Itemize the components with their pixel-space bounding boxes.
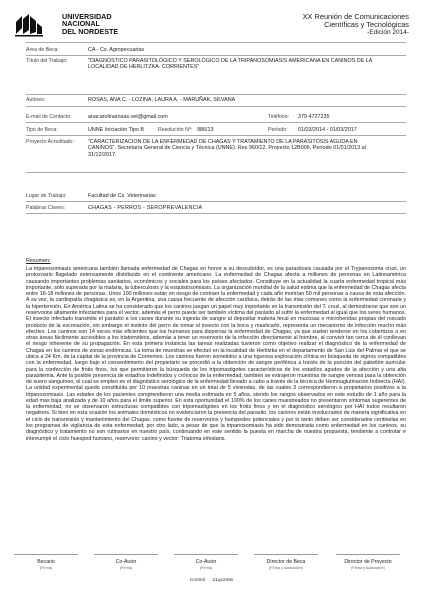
resumen-label: Resumen: [26,258,51,264]
palabras-value: CHAGAS - PERROS - SEROPREVALENCIA [88,205,203,211]
divider [26,55,406,56]
divider [26,172,406,173]
signature-line [254,554,318,555]
control-label: Control [189,578,206,583]
university-name: UNIVERSIDAD NACIONAL DEL NORDESTE [62,12,119,36]
email-label: E-mail de Contacto: [26,114,72,120]
signature-director-proyecto: Director de Proyecto (Firma y Aclaración) [336,554,400,570]
signature-line [336,554,400,555]
titulo-label: Título del Trabajo: [26,58,68,64]
email-value: anacarolinarosas.vet@gmail.com [88,114,168,120]
event-title: XX Reunión de Comunicaciones Científicas y Tecnológicas -Edición 2014- [302,12,409,37]
page-header [0,0,423,40]
lugar-value: Facultad de Cs. Veterinarias [88,193,156,199]
area-label: Area de Beca: [26,47,59,53]
header-divider [26,42,406,43]
telefono-label: Teléfono: [268,114,290,120]
divider [26,122,406,123]
divider [26,135,406,136]
signature-co-autor-1: Co-Autor (Firma) [94,554,158,570]
autores-label: Autores: [26,97,46,103]
telefono-value: 379 4727235 [298,114,330,120]
signature-line [14,554,78,555]
resolucion-value: 986/13 [197,127,214,133]
control-code: 21qx2n8s [212,578,234,583]
signature-becario: Becario (Firma) [14,554,78,570]
lugar-label: Lugar de Trabajo: [26,193,67,199]
resolucion-label: Resolución Nº: [158,127,193,133]
resumen-text: La tripanosomiasis americana también llamada enfermedad de Chagas en honor a su descubridor, es una parasitosis causada por el Trypanosoma cruzi, un protozoario flagelado extensamente distribuido en el continente americano. La enfermedad de Chagas afecta a millones de personas en Latinoamérica causando importantes problemas sanitarios, económicos y sociales para los países afectados. Constituye en la actualidad la cuarta enfermedad tropical más importante, sólo superada por la malaria, la tuberculosis y la esquistosomiasis. La organización mundial de la salud estima que la enfermedad de Chagas afecta entre 16-18 millones de personas. Unos 100 millones están en riesgo de contraer la enfermedad y cada año morirían 50 mil personas a causa de esta afección. A su vez, la cardiopatía chagásica es, en la Argentina, una causa frecuente de afección cardíaca, detrás de las más comunes como la enfermedad coronaria y la hipertensión. En América Latina se ha considerado que los caninos juegan un papel muy importante en la transmisión del T. cruzi, al demostrarse que son un reservorios altamente infectantes para el vector, además el perro puede ser también víctima del parásito al sufrir la enfermedad al igual que los seres humanos. El insecto infectado transmite el parásito a los canes durante su ingesta de sangre al depositar materia fecal en mucosas o microheridas propias del roscado producto de la excoriación, sin embargo el instinto del perro de tomar el insecto con la boca y masticarlo, representa un mecanismo de infección mucho más efectivo. Los caninos son 14 veces más eficientes que los humanos para dispersar la enfermedad de Chagas, ya que suelen tenderse en los cobertizos o en otras áreas fácilmente accesibles a los triatomideos, además a tener un reservorio de la infección directamente al hombre, al convivir tan cerca de él conllevan el riesgo inherente de su propagación. En esta primera instancia las tareas realizadas tuvieron como objetivo realizar el diagnóstico de la enfermedad de Chagas en los caninos de zonas endémicas. La toma de muestras se efectuó en la localidad de Herlitzka en el departamento de San Luis del Palmar el que se ubica a 24 Km. de la capital de la provincia de Corrientes. Los caninos fueron sometidos a una rigurosa exploración clínica en búsqueda de signos compatibles con la enfermedad, luego bajo el consentimiento del propietario se procedió a la obtención de sangre periférica a través de la punción del pabellón auricular para la confección de frotis finos, los que permitieron la búsqueda de los tripomastigotes característicos de los estadíos agudos de la afección y una alta parasitemia. Ante la posible presencia de estadíos indefinidos y crónicos de la enfermedad, también se extrajeron muestras de sangre venosa para la obtención de suero sanguíneo, el cual se empleo en el diagnóstico serológico de la enfermedad llevado a cabo a través de la técnica de Hemoaglutinacion Indirecta (HAI). La unidad experimental quedo constituida por 10 muestras caninas en un total de 5 viviendas, de las cuales 3 correspondieron a propietarios positivos a la tripanosomiasis. Las edades de los pacientes comprendieron una media estimada en 5 años, siendo los rangos observados en este estudio de 1 año para la edad mas baja analizada y de 10 años para el límite superior. En esta oportunidad el 100% de los canes muestreados no presentaron síntomas sugerentes de la enfermedad, no se observaron estructuras compatibles con tripomastigotes en los frotis finos y en el diagnóstico serológico por HAI todos resultaron negativos. Si bien en esta ocasión los animales domésticos no evidenciaron la presencia del parasito, los caninos están involucrados de manera significativa en el ciclo de transmisión y mantenimiento del Chagas, como fuente de reservorios y huéspedes potenciales y por lo tanto deben ser considerados centinelas en los programas de vigilancia de esta enfermedad; por otro lado, a pesar de que la tripanosomiasis ha sido demostrada como enfermedad en los caninos, su diagnóstico y tratamiento no son rutinarios en nuestro país, continuando en este sentido la puesta en marcha de nuestra propuesta, tendiente a controlar e interrumpir el ciclo huesped:humano, reservorio: canino y vector: Triatoma infestans. [26,266,406,442]
signature-co-autor-2: Co-Autor (Firma) [174,554,238,570]
divider [26,213,406,214]
proyecto-label: Proyecto Acreditado: [26,139,74,145]
tipo-beca-value: UNNE Iniciación Tipo B [88,127,145,133]
palabras-label: Palabras Claves: [26,205,66,211]
signature-director-beca: Director de Beca (Firma y Aclaración) [254,554,318,570]
divider [26,201,406,202]
autores-value: ROSAS, ANA C. - LOZINA, LAURA A. - MARUÑAK, SILVANA [88,97,236,103]
control-footer [0,578,423,583]
periodo-value: 01/03/2014 - 01/03/2017 [298,127,357,133]
university-logo-icon [14,12,44,38]
signature-line [174,554,238,555]
divider [26,106,406,107]
area-value: CA - Cs. Agropecuarias [88,47,145,53]
divider [26,94,406,95]
periodo-label: Período: [268,127,288,133]
proyecto-value: "CARACTERIZACION DE LA ENFERMEDAD DE CHAGAS Y TRATAMIENTO DE LA PARASITOSIS AGUDA EN CANINOS". Secretaría General de Ciencia y Técnica (UNNE). Res 960/12. Proyecto 12B006. Período 01/01/2013 al 31/12/2017. [88,139,366,158]
titulo-value: "DIAGNOSTICO PARASITOLÓGICO Y SEROLÓGICO DE LA TRIPANOSOMIASIS AMERICANA EN CANINOS DE LA LOCALIDAD DE HERLITZKA- CORRIENTES" [88,58,373,71]
signature-line [94,554,158,555]
tipo-beca-label: Tipo de Beca: [26,127,58,133]
